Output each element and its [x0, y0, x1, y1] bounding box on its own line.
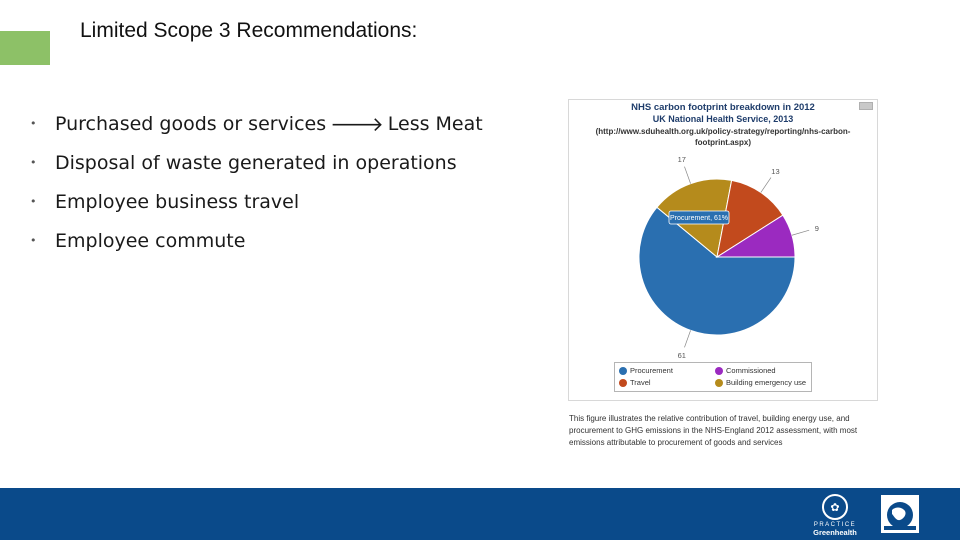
data-label-leader-line — [684, 167, 690, 184]
data-label-leader-line — [684, 330, 690, 347]
data-label-leader-line — [792, 230, 809, 235]
bullet-text: Purchased goods or services — [55, 112, 327, 135]
bullet-marker: • — [30, 195, 37, 208]
callout-text: Procurement, 61% — [670, 215, 728, 222]
bullet-text: Employee commute — [55, 229, 246, 252]
pie-data-label: 61 — [677, 350, 686, 360]
chart-legend — [614, 362, 812, 392]
slide-title: Limited Scope 3 Recommendations: — [80, 19, 418, 42]
procurement-callout — [669, 211, 729, 224]
legend-label: Building emergency use — [726, 378, 807, 387]
bullet-list — [30, 104, 483, 260]
pie-data-label: 13 — [771, 166, 780, 176]
bullet-item — [30, 104, 483, 143]
bullet-marker: • — [30, 234, 37, 247]
bullet-marker: • — [30, 117, 37, 130]
pie-chart-figure — [568, 99, 878, 401]
globe-icon — [878, 492, 922, 536]
legend-label: Commissioned — [726, 366, 776, 375]
legend-label: Procurement — [630, 366, 673, 375]
legend-swatch — [715, 379, 723, 387]
bullet-extra-text: Less Meat — [387, 112, 483, 135]
data-label-leader-line — [761, 178, 771, 193]
bullet-text: Disposal of waste generated in operations — [55, 151, 457, 174]
health-care-without-harm-logo — [878, 492, 922, 536]
chart-source: UK National Health Service, 2013 — [652, 114, 794, 124]
logo1-bottom-text: Greenhealth — [813, 528, 857, 537]
pie-data-label: 9 — [814, 223, 819, 233]
legend-label: Travel — [630, 378, 651, 387]
legend-item — [715, 366, 776, 375]
leaf-icon: ✿ — [822, 494, 848, 520]
logo1-top-text: PRACTICE — [813, 522, 857, 528]
legend-swatch — [619, 367, 627, 375]
bullet-item — [30, 143, 483, 182]
legend-item — [619, 366, 673, 375]
figure-caption: This figure illustrates the relative contribution of travel, building energy use, and procurement to GHG emissions in the NHS-England 2012 assessment, with most emissions attributable to procurement of goods and services — [569, 414, 858, 447]
bullet-item — [30, 182, 483, 221]
legend-swatch — [619, 379, 627, 387]
chart-source-url: (http://www.sduhealth.org.uk/policy-strategy/reporting/nhs-carbon-footprint.aspx) — [595, 127, 851, 147]
legend-item — [715, 378, 806, 387]
chart-title: NHS carbon footprint breakdown in 2012 — [631, 102, 815, 113]
bullet-item — [30, 221, 483, 260]
bullet-marker: • — [30, 156, 37, 169]
pie-chart — [569, 100, 877, 400]
right-arrow-icon: 🡒 — [330, 111, 384, 136]
bullet-text: Employee business travel — [55, 190, 300, 213]
title-accent-box — [0, 31, 50, 65]
pie-data-label: 17 — [677, 155, 686, 165]
legend-item — [619, 378, 651, 387]
legend-swatch — [715, 367, 723, 375]
practice-greenhealth-logo — [806, 494, 864, 536]
